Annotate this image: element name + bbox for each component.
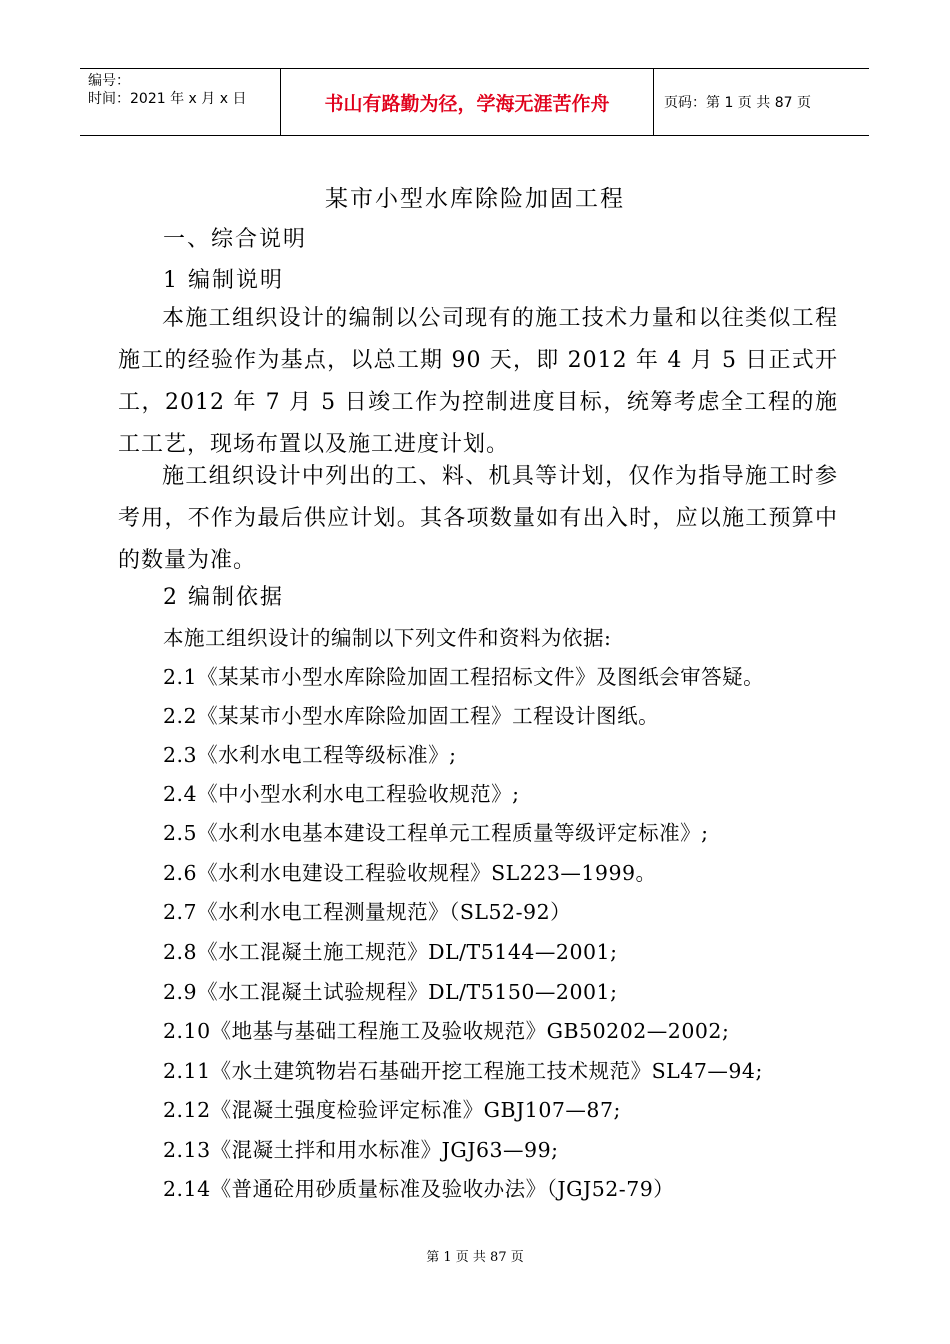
basis-list-item: 2.2《某某市小型水库除险加固工程》工程设计图纸。 <box>163 704 660 728</box>
basis-list-item: 2.11《水土建筑物岩石基础开挖工程施工技术规范》SL47—94; <box>163 1059 763 1083</box>
paragraph-compilation-notes-1: 本施工组织设计的编制以公司现有的施工技术力量和以往类似工程施工的经验作为基点，以总工期 90 天，即 2012 年 4 月 5 日正式开工，2012 年 7 月 5 日竣工作为控制进度目标，统筹考虑全工程的施工工艺，现场布置以及施工进度计划。 <box>118 306 838 457</box>
basis-list-item: 2.4《中小型水利水电工程验收规范》; <box>163 782 520 806</box>
page-footer: 第 1 页 共 87 页 <box>426 1250 524 1265</box>
basis-list-item: 2.13《混凝土拌和用水标准》JGJ63—99; <box>163 1138 559 1162</box>
header-page-info: 页码：第 1 页 共 87 页 <box>664 95 811 111</box>
basis-list-item: 2.7《水利水电工程测量规范》（SL52-92） <box>163 900 572 924</box>
basis-list-item: 2.10《地基与基础工程施工及验收规范》GB50202—2002; <box>163 1019 730 1043</box>
document-time-label: 时间：2021 年 x 月 x 日 <box>88 91 247 107</box>
subsection-heading-compilation-basis: 2 编制依据 <box>163 585 284 610</box>
basis-list-item: 2.3《水利水电工程等级标准》; <box>163 743 457 767</box>
page-header <box>80 68 869 136</box>
paragraph-compilation-notes-2: 施工组织设计中列出的工、料、机具等计划，仅作为指导施工时参考用，不作为最后供应计划。其各项数量如有出入时，应以施工预算中的数量为准。 <box>118 464 838 573</box>
basis-list-item: 2.14《普通砼用砂质量标准及验收办法》（JGJ52-79） <box>163 1177 675 1201</box>
document-title: 某市小型水库除险加固工程 <box>325 186 625 212</box>
basis-list-item: 2.8《水工混凝土施工规范》DL/T5144—2001; <box>163 940 618 964</box>
section-heading-overview: 一、综合说明 <box>163 227 308 252</box>
basis-list-item: 2.6《水利水电建设工程验收规程》SL223—1999。 <box>163 861 657 885</box>
basis-list-item: 2.5《水利水电基本建设工程单元工程质量等级评定标准》; <box>163 821 709 845</box>
basis-list-item: 2.1《某某市小型水库除险加固工程招标文件》及图纸会审答疑。 <box>163 665 765 689</box>
basis-list-item: 2.9《水工混凝土试验规程》DL/T5150—2001; <box>163 980 618 1004</box>
subsection-heading-compilation-notes: 1 编制说明 <box>163 268 284 293</box>
basis-list-item: 2.12《混凝土强度检验评定标准》GBJ107—87; <box>163 1098 621 1122</box>
paragraph-basis-intro: 本施工组织设计的编制以下列文件和资料为依据: <box>163 626 612 650</box>
document-number-label: 编号： <box>88 73 130 89</box>
header-meta <box>80 69 280 135</box>
header-motto: 书山有路勤为径，学海无涯苦作舟 <box>280 69 654 135</box>
